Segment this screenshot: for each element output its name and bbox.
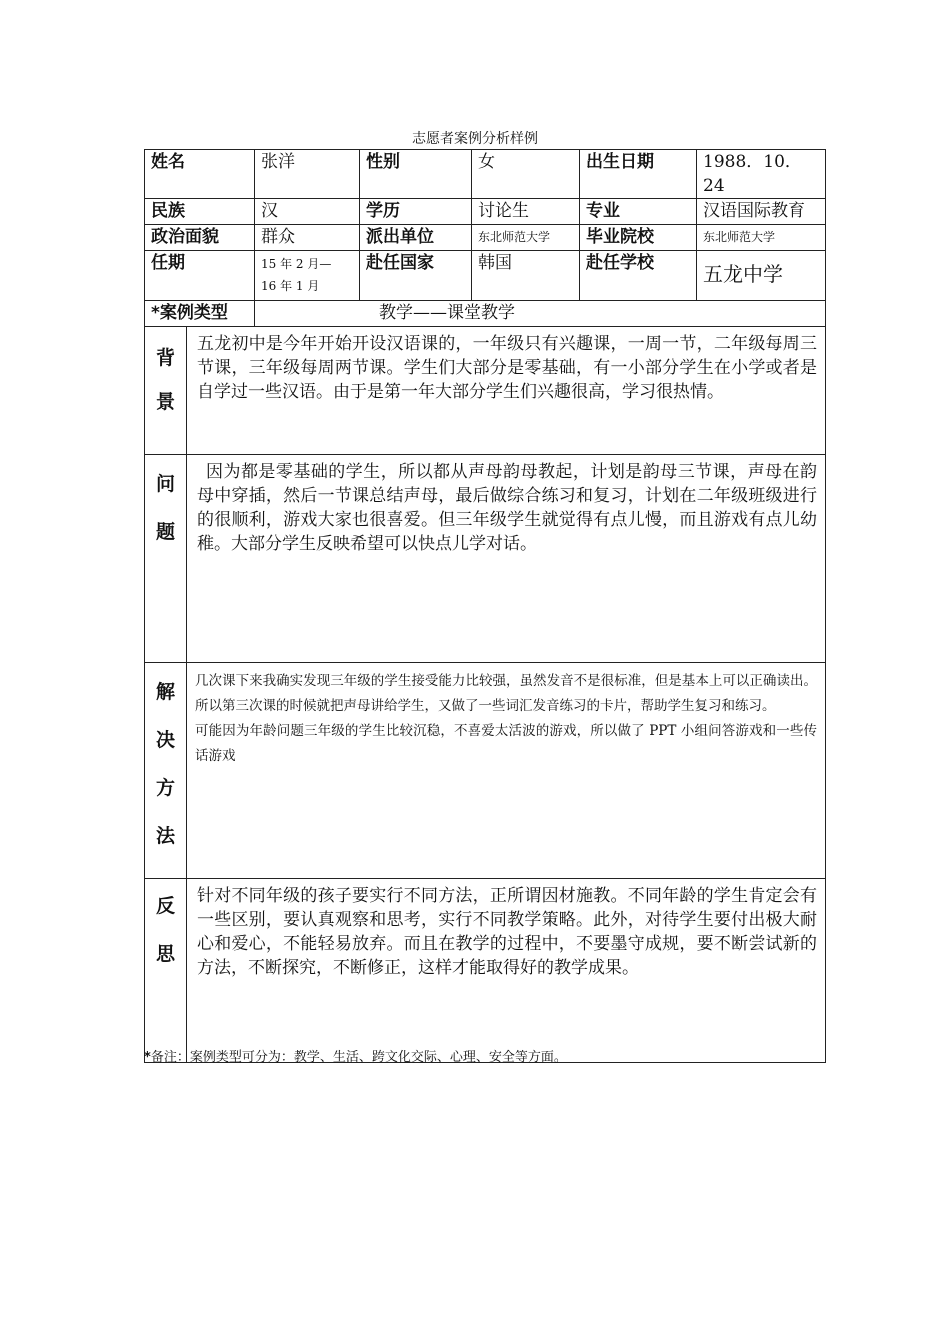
reflection-heading	[145, 879, 187, 1063]
gender-value: 女	[472, 150, 580, 199]
case-type-value: 教学——课堂教学	[255, 301, 826, 327]
background-text: 五龙初中是今年开始开设汉语课的，一年级只有兴趣课，一周一节，二年级每周三节课，三年级每周两节课。学生们大部分是零基础，有一小部分学生在小学或者是自学过一些汉语。由于是第一年大部分学生们兴趣很高，学习很热情。	[187, 327, 826, 455]
graduate-value: 东北师范大学	[697, 225, 826, 251]
unit-label: 派出单位	[360, 225, 472, 251]
solution-char-4: 法	[155, 825, 175, 847]
background-heading	[145, 327, 187, 455]
problem-heading	[145, 455, 187, 663]
ethnicity-label: 民族	[145, 199, 255, 225]
politics-value: 群众	[255, 225, 360, 251]
education-label: 学历	[360, 199, 472, 225]
country-label: 赴任国家	[360, 251, 472, 301]
term-line-2: 16 年 1 月	[261, 279, 320, 293]
unit-value: 东北师范大学	[472, 225, 580, 251]
background-char-2: 景	[155, 391, 175, 413]
politics-label: 政治面貌	[145, 225, 255, 251]
term-line-1: 15 年 2 月—	[261, 257, 332, 271]
footnote	[144, 1046, 567, 1065]
name-label: 姓名	[145, 150, 255, 199]
ethnicity-value: 汉	[255, 199, 360, 225]
footnote-star: *	[144, 1050, 151, 1065]
reflection-char-1: 反	[155, 895, 175, 917]
solution-char-1: 解	[155, 681, 175, 703]
solution-char-3: 方	[155, 777, 175, 799]
birth-label: 出生日期	[580, 150, 697, 199]
problem-char-2: 题	[155, 521, 175, 543]
case-analysis-form	[144, 149, 826, 1063]
solution-paragraph-2: 可能因为年龄问题三年级的学生比较沉稳，不喜爱太活波的游戏，所以做了 PPT 小组问答游戏和一些传话游戏	[195, 723, 817, 764]
solution-text	[187, 663, 826, 879]
problem-text: 因为都是零基础的学生，所以都从声母韵母教起，计划是韵母三节课，声母在韵母中穿插，然后一节课总结声母，最后做综合练习和复习，计划在二年级班级进行的很顺利，游戏大家也很喜爱。但三年级学生就觉得有点儿慢，而且游戏有点儿幼稚。大部分学生反映希望可以快点儿学对话。	[187, 455, 826, 663]
term-label: 任期	[145, 251, 255, 301]
reflection-char-2: 思	[155, 943, 175, 965]
footnote-text: 备注：案例类型可分为：教学、生活、跨文化交际、心理、安全等方面。	[150, 1050, 567, 1065]
education-value: 讨论生	[472, 199, 580, 225]
problem-char-1: 问	[155, 473, 175, 495]
country-value: 韩国	[472, 251, 580, 301]
reflection-text: 针对不同年级的孩子要实行不同方法，正所谓因材施教。不同年龄的学生肯定会有一些区别，要认真观察和思考，实行不同教学策略。此外，对待学生要付出极大耐心和爱心，不能轻易放弃。而且在教学的过程中，不要墨守成规，要不断尝试新的方法，不断探究，不断修正，这样才能取得好的教学成果。	[187, 879, 826, 1063]
major-value: 汉语国际教育	[697, 199, 826, 225]
document-title: 志愿者案例分析样例	[412, 131, 538, 147]
school-label: 赴任学校	[580, 251, 697, 301]
school-value: 五龙中学	[697, 251, 826, 301]
major-label: 专业	[580, 199, 697, 225]
gender-label: 性别	[360, 150, 472, 199]
background-char-1: 背	[155, 347, 175, 369]
graduate-label: 毕业院校	[580, 225, 697, 251]
solution-heading	[145, 663, 187, 879]
solution-char-2: 决	[155, 729, 175, 751]
case-type-label: *案例类型	[145, 301, 255, 327]
term-value	[255, 251, 360, 301]
birth-value: 1988．10．24	[697, 150, 826, 199]
solution-paragraph-1: 几次课下来我确实发现三年级的学生接受能力比较强，虽然发音不是很标准，但是基本上可以正确读出。所以第三次课的时候就把声母讲给学生，又做了一些词汇发音练习的卡片，帮助学生复习和练习。	[195, 673, 817, 714]
name-value: 张洋	[255, 150, 360, 199]
